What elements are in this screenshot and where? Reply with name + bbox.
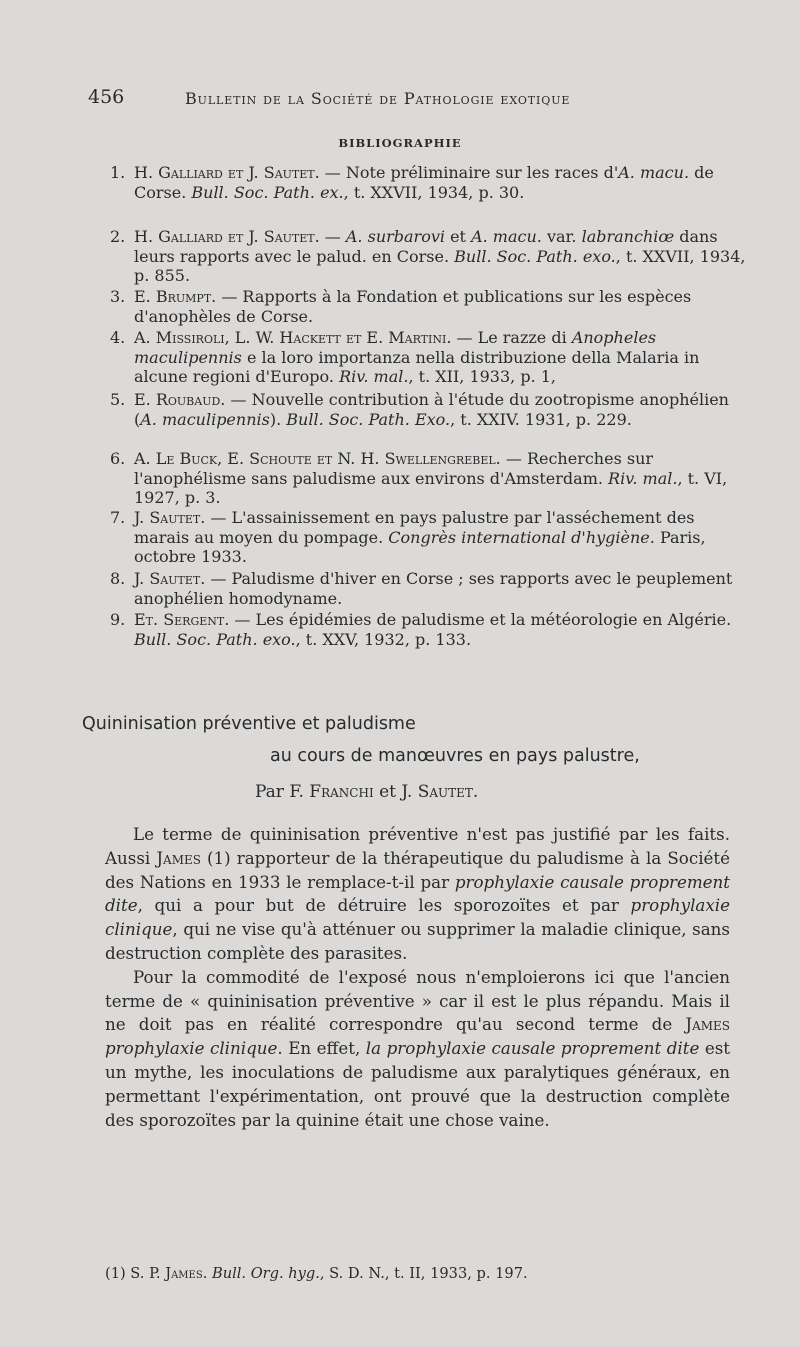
- bib-entry: 6. A. Le Buck, E. Schoute et N. H. Swellengrebel. — Recherches sur l'anophélisme sans paludisme aux environs d'Amsterdam. Riv. mal., t. VI, 1927, p. 3.: [110, 449, 728, 507]
- bib-entry: 7. J. Sautet. — L'assainissement en pays palustre par l'asséchement des marais au moyen du pompage. Congrès international d'hygiène. Paris, octobre 1933.: [110, 508, 706, 566]
- article-byline: Par F. Franchi et J. Sautet.: [255, 782, 479, 802]
- paragraph: Pour la commodité de l'exposé nous n'emploierons ici que l'ancien terme de « quininisation préventive » car il est le plus répandu. Mais il ne doit pas en réalité correspondre qu'au second terme de James prophylaxie clinique. En effet, la prophylaxie causale proprement dite est un mythe, les inoculations de paludisme aux paralytiques généraux, en permettant l'expérimentation, ont prouvé que la destruction complète des sporozoïtes par la quinine était une chose vaine.: [105, 966, 730, 1130]
- bib-entry: 4. A. Missiroli, L. W. Hackett et E. Martini. — Le razze di Anopheles maculipennis e la loro importanza nella distribuzione della Malaria in alcune regioni d'Europo. Riv. mal., t. XII, 1933, p. 1,: [110, 328, 700, 386]
- page-number: 456: [88, 86, 125, 108]
- article-body: [105, 823, 730, 1132]
- paragraph: Le terme de quininisation préventive n'est pas justifié par les faits. Aussi James (1) rapporteur de la thérapeutique du paludisme à la Société des Nations en 1933 le remplace-t-il par prophylaxie causale proprement dite, qui a pour but de détruire les sporozoïtes et par prophylaxie clinique, qui ne vise qu'à atténuer ou supprimer la maladie clinique, sans destruction complète des parasites.: [105, 824, 731, 963]
- bibliography-heading: BIBLIOGRAPHIE: [338, 136, 462, 150]
- page-header: [88, 86, 748, 114]
- bib-entry: 5. E. Roubaud. — Nouvelle contribution à l'étude du zootropisme anophélien (A. maculipennis). Bull. Soc. Path. Exo., t. XXIV. 1931, p. 229.: [110, 390, 729, 429]
- article-title-line2: au cours de manœuvres en pays palustre,: [270, 746, 640, 766]
- bib-entry: 2. H. Galliard et J. Sautet. — A. surbarovi et A. macu. var. labranchiœ dans leurs rapports avec le palud. en Corse. Bull. Soc. Path. exo., t. XXVII, 1934, p. 855.: [110, 227, 746, 285]
- bib-entry: 9. Et. Sergent. — Les épidémies de paludisme et la météorologie en Algérie. Bull. Soc. Path. exo., t. XXV, 1932, p. 133.: [110, 610, 732, 649]
- running-title: Bulletin de la Société de Pathologie exotique: [185, 89, 571, 108]
- bib-entry: 8. J. Sautet. — Paludisme d'hiver en Corse ; ses rapports avec le peuplement anophélien homodyname.: [110, 569, 733, 608]
- bib-entry: 1. H. Galliard et J. Sautet. — Note préliminaire sur les races d'A. macu. de Corse. Bull. Soc. Path. ex., t. XXVII, 1934, p. 30.: [110, 163, 714, 202]
- bib-entry: 3. E. Brumpt. — Rapports à la Fondation et publications sur les espèces d'anophèles de Corse.: [110, 287, 692, 326]
- footnote: (1) S. P. James. Bull. Org. hyg., S. D. N., t. II, 1933, p. 197.: [105, 1265, 528, 1282]
- article-title-line1: Quininisation préventive et paludisme: [82, 714, 416, 734]
